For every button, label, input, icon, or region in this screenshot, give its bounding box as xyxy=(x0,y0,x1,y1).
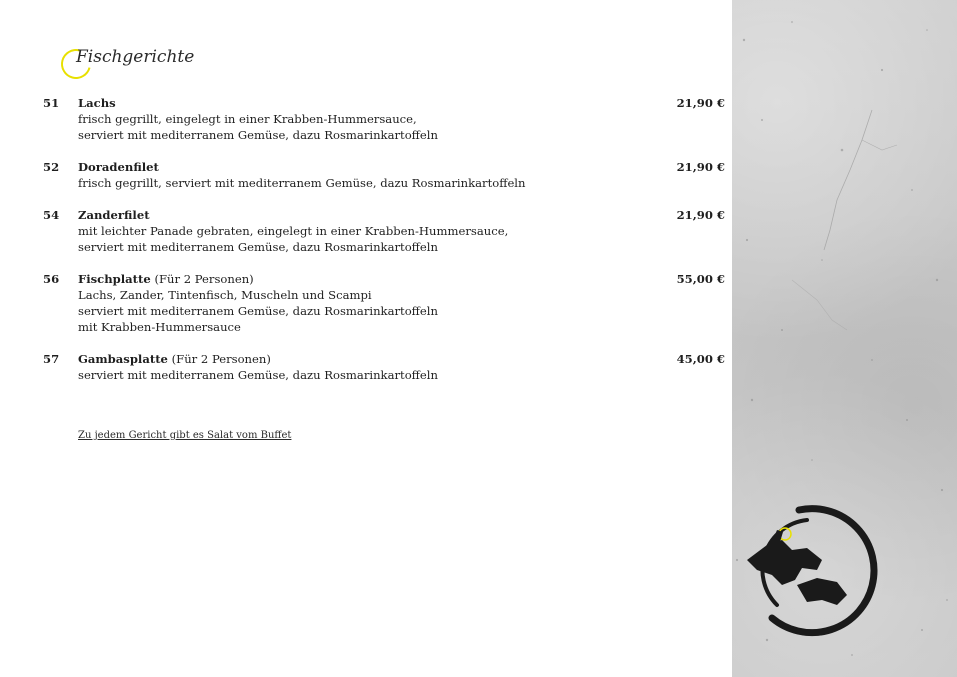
dish-description: frisch gegrillt, eingelegt in einer Krabben-Hummersauce, xyxy=(78,112,417,126)
dish-description: frisch gegrillt, serviert mit mediterranem Gemüse, dazu Rosmarinkartoffeln xyxy=(78,176,526,190)
dish-price: 45,00 € xyxy=(676,352,725,366)
dish-price: 21,90 € xyxy=(676,208,725,222)
dish-description: mit Krabben-Hummersauce xyxy=(78,320,241,334)
dish-name: Zanderfilet xyxy=(78,208,150,222)
dish-description: serviert mit mediterranem Gemüse, dazu Rosmarinkartoffeln xyxy=(78,368,438,382)
dish-name: Lachs xyxy=(78,96,116,110)
dish-description: serviert mit mediterranem Gemüse, dazu Rosmarinkartoffeln xyxy=(78,304,438,318)
dish-number: 56 xyxy=(43,272,60,286)
section-title xyxy=(62,47,194,67)
dish-description: serviert mit mediterranem Gemüse, dazu Rosmarinkartoffeln xyxy=(78,240,438,254)
dish-number: 51 xyxy=(43,96,60,110)
footnote: Zu jedem Gericht gibt es Salat vom Buffet xyxy=(78,430,292,441)
dish-note: (Für 2 Personen) xyxy=(150,272,254,286)
dish-note: (Für 2 Personen) xyxy=(167,352,271,366)
dragon-knight-emblem-icon xyxy=(737,490,897,640)
section-title-text: Fischgerichte xyxy=(76,47,195,67)
dish-name: Doradenfilet xyxy=(78,160,159,174)
dish-price: 21,90 € xyxy=(676,160,725,174)
dish-name: Fischplatte xyxy=(78,272,151,286)
dish-number: 57 xyxy=(43,352,60,366)
dish-description: Lachs, Zander, Tintenfisch, Muscheln und Scampi xyxy=(78,288,372,302)
dish-description: serviert mit mediterranem Gemüse, dazu Rosmarinkartoffeln xyxy=(78,128,438,142)
dish-price: 21,90 € xyxy=(676,96,725,110)
concrete-panel xyxy=(732,0,957,677)
dish-description: mit leichter Panade gebraten, eingelegt in einer Krabben-Hummersauce, xyxy=(78,224,509,238)
dish-number: 54 xyxy=(43,208,60,222)
dish-number: 52 xyxy=(43,160,60,174)
dish-name: Gambasplatte xyxy=(78,352,168,366)
dish-price: 55,00 € xyxy=(676,272,725,286)
